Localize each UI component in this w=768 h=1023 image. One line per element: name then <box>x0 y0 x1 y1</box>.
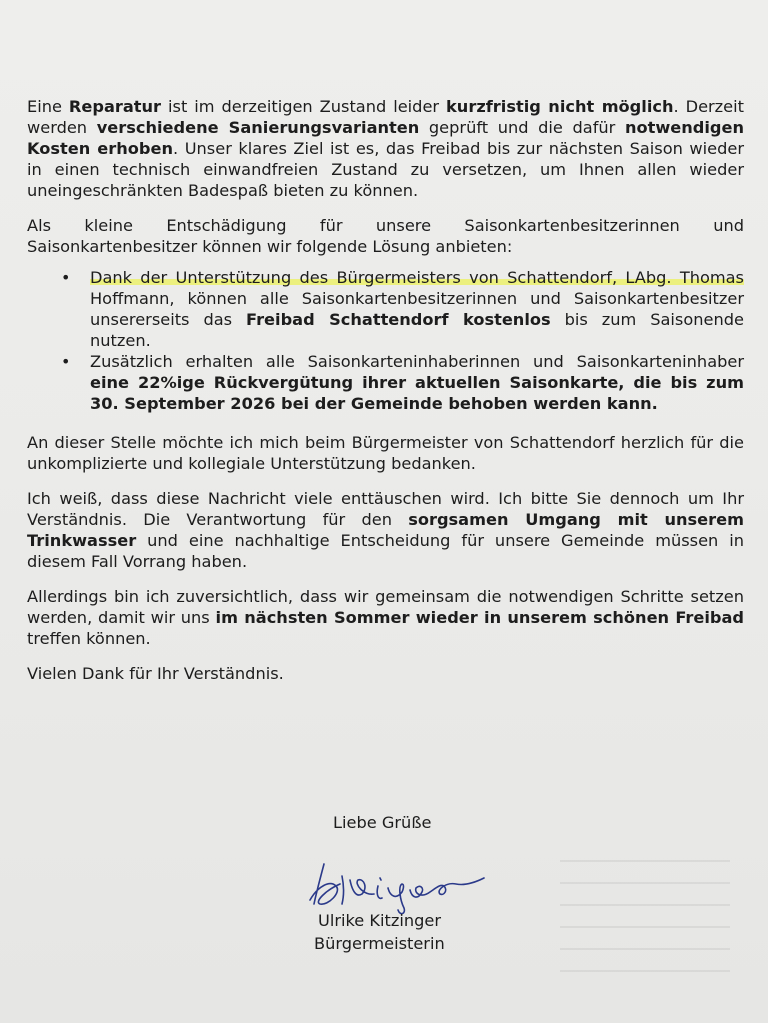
signer-title: Bürgermeisterin <box>314 934 445 953</box>
bold-text: notwendigen Kosten erhoben <box>27 118 745 158</box>
highlighted-text: Dank der Unterstützung des Bürgermeisters von Schattendorf, LAbg. Thomas <box>90 268 744 287</box>
paragraph-compensation-intro: Als kleine Entschädigung für unsere Saisonkartenbesitzerinnen und Saisonkartenbesitzer können wir folgende Lösung anbieten: <box>27 216 744 256</box>
text: Zusätzlich erhalten alle Saisonkarteninhaberinnen und Saisonkarteninhaber <box>90 352 744 371</box>
bold-text: sorgsamen Umgang mit unserem Trinkwasser <box>27 510 744 550</box>
text: treffen können. <box>27 629 151 648</box>
text: ist im derzeitigen Zustand leider <box>161 97 447 116</box>
text: geprüft und die dafür <box>419 118 625 137</box>
compensation-list <box>27 267 744 414</box>
bold-text: Freibad Schattendorf kostenlos <box>246 310 551 329</box>
paragraph-thanks-mayor: An dieser Stelle möchte ich mich beim Bürgermeister von Schattendorf herzlich für die unkomplizierte und kollegiale Unterstützung bedanken. <box>27 433 744 473</box>
bold-text: im nächsten Sommer wieder in unserem schönen Freibad <box>215 608 744 627</box>
text: bis zum Saisonende nutzen. <box>90 310 744 350</box>
list-item-refund <box>90 351 744 414</box>
text: Allerdings bin ich zuversichtlich, dass wir gemeinsam die notwendigen Schritte setzen werden, damit wir uns <box>27 587 744 627</box>
bold-text: verschiedene Sanierungsvarianten <box>96 118 420 137</box>
paragraph-confidence <box>27 586 744 649</box>
bleed-through-shadow <box>560 860 730 980</box>
text: und eine nachhaltige Entscheidung für unsere Gemeinde müssen in diesem Fall Vorrang haben. <box>27 531 744 571</box>
bold-text: kurzfristig nicht möglich <box>446 97 674 116</box>
text: Hoffmann, können alle Saisonkartenbesitzerinnen und Saisonkartenbesitzer unsererseits das <box>90 289 744 329</box>
signer-name: Ulrike Kitzinger <box>318 911 442 930</box>
bold-text: eine 22%ige Rückvergütung ihrer aktuellen Saisonkarte, die bis zum 30. September 2026 bei der Gemeinde behoben werden kann. <box>90 373 744 413</box>
paragraph-repair-status <box>27 96 744 201</box>
paragraph-understanding <box>27 488 744 572</box>
text: Ich weiß, dass diese Nachricht viele enttäuschen wird. Ich bitte Sie dennoch um Ihr Verständnis. Die Verantwortung für den <box>27 489 744 529</box>
greeting: Liebe Grüße <box>333 813 432 832</box>
text: . Derzeit werden <box>27 97 744 137</box>
letter-body <box>27 96 744 698</box>
text: Eine <box>27 97 69 116</box>
paragraph-closing-thanks: Vielen Dank für Ihr Verständnis. <box>27 664 284 683</box>
bold-text: Reparatur <box>68 97 162 116</box>
text: . Unser klares Ziel ist es, das Freibad bis zur nächsten Saison wieder in einen technisch einwandfreien Zustand zu versetzen, um Ihnen allen wieder uneingeschränkten Badespaß bieten zu können. <box>27 139 744 200</box>
list-item-free-entry <box>90 267 744 351</box>
